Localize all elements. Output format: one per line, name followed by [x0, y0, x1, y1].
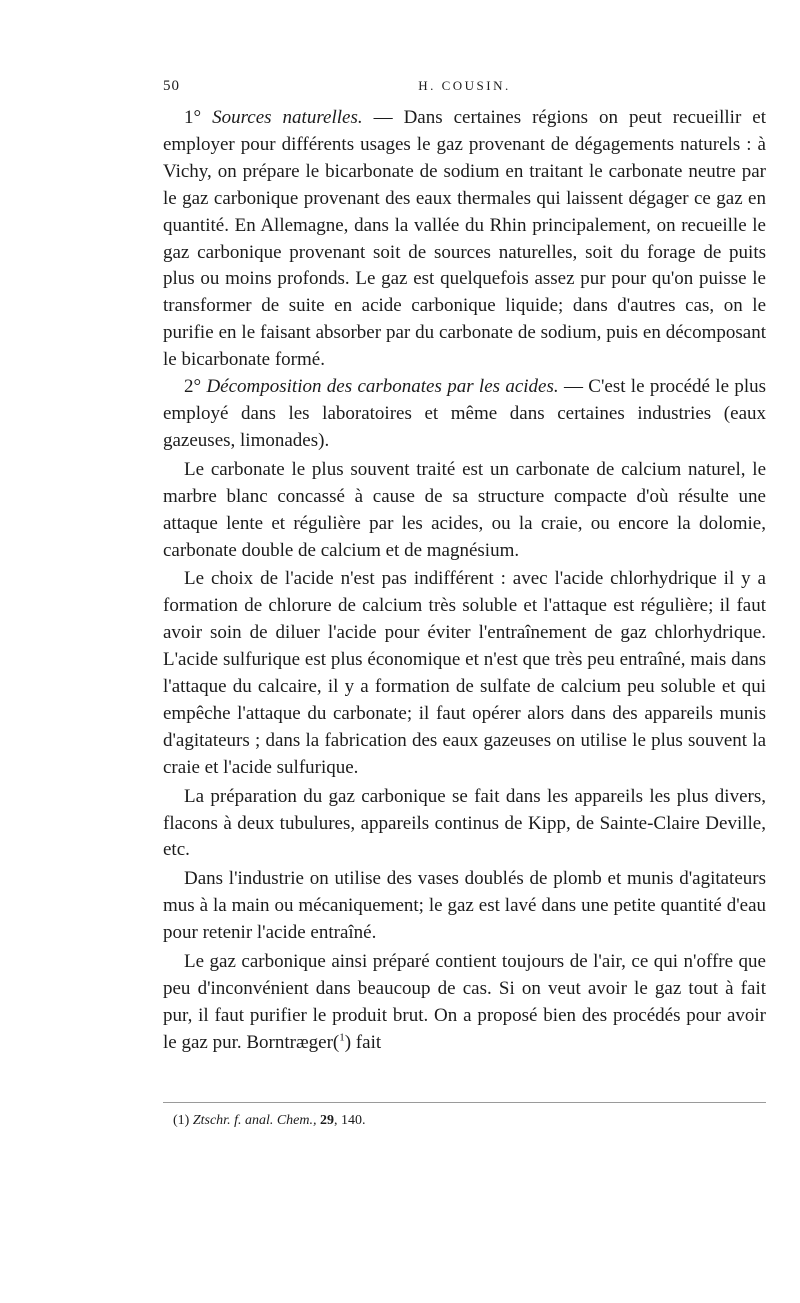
running-head: H. COUSIN.: [418, 78, 511, 93]
paragraph-sources-naturelles: [163, 105, 766, 374]
paragraph-text: — Dans certaines régions on peut recueillir et employer pour différents usages le gaz provenant de dégagements naturels : à Vichy, on prépare le bicarbonate de sodium en traitant le carbonate neutre par le gaz carbonique provenant des eaux thermales qui laissent dégager ce gaz en quantité. En Allemagne, dans la vallée du Rhin principalement, on recueille le gaz carbonique provenant soit de sources naturelles, soit du forage de puits plus ou moins profonds. Le gaz est quelquefois assez pur pour qu'on puisse le transformer de suite en acide carbonique liquide; dans d'autres cas, on le purifie en le faisant absorber par du carbonate de sodium, puis en décomposant le bicarbonate formé.: [163, 107, 766, 371]
paragraph-text: La préparation du gaz carbonique se fait dans les appareils les plus divers, flacons à deux tubulures, appareils continus de Kipp, de Sainte-Claire Deville, etc.: [163, 785, 766, 861]
paragraph-carbonate-traite: [163, 457, 766, 565]
paragraph-text-continued: ) fait: [344, 1031, 382, 1053]
footnote-reference[interactable]: 1: [339, 1031, 345, 1044]
section-number: 1°: [184, 107, 202, 128]
paragraph-text: Dans l'industrie on utilise des vases doublés de plomb et munis d'agitateurs mus à la main ou mécaniquement; le gaz est lavé dans une petite quantité d'eau pour retenir l'acide entraîné.: [163, 868, 766, 944]
paragraph-text: Le choix de l'acide n'est pas indifférent : avec l'acide chlorhydrique il y a formation de chlorure de calcium très soluble et l'attaque est régulière; il faut avoir soin de diluer l'acide pour éviter l'entraînement de gaz chlorhydrique. L'acide sulfurique est plus économique et n'est que très peu entraîné, mais dans l'attaque du calcaire, il y a formation de sulfate de calcium peu soluble et qui empêche l'attaque du carbonate; il faut opérer alors dans des appareils munis d'agitateurs ; dans la fabrication des eaux gazeuses on utilise le plus souvent la craie et l'acide sulfurique.: [163, 568, 766, 778]
paragraph-text: Le gaz carbonique ainsi préparé contient toujours de l'air, ce qui n'offre que peu d'inconvénient dans beaucoup de cas. Si on veut avoir le gaz tout à fait pur, il faut purifier le produit brut. On a proposé bien des procédés pour avoir le gaz pur. Borntræger(: [163, 951, 766, 1053]
body-text: [163, 105, 766, 1057]
footnote-mark: (1): [173, 1113, 190, 1128]
section-heading: Décomposition des carbonates par les acides.: [206, 376, 559, 398]
footnote-volume: 29: [320, 1113, 335, 1128]
paragraph-gaz-pur: [163, 949, 766, 1057]
section-heading: Sources naturelles.: [212, 107, 363, 128]
footnote-divider: [163, 1102, 766, 1103]
paragraph-preparation-appareils: [163, 784, 766, 865]
paragraph-text: — C'est le procédé le plus employé dans les laboratoires et même dans certaines industries (eaux gazeuses, limonades).: [163, 376, 766, 451]
footnote: [173, 1111, 763, 1131]
page-header: [163, 78, 766, 102]
page-number: 50: [163, 78, 180, 94]
paragraph-text: Le carbonate le plus souvent traité est un carbonate de calcium naturel, le marbre blanc concassé à cause de sa structure compacte d'où résulte une attaque lente et régulière par les acides, ou la craie, ou encore la dolomie, carbonate double de calcium et de magnésium.: [163, 458, 766, 561]
paragraph-industrie: [163, 866, 766, 947]
section-number: 2°: [184, 376, 202, 398]
footnote-page: , 140.: [334, 1113, 366, 1128]
paragraph-decomposition-carbonates: [163, 374, 766, 455]
footnote-journal: Ztschr. f. anal. Chem.,: [192, 1113, 317, 1128]
paragraph-choix-acide: [163, 566, 766, 781]
